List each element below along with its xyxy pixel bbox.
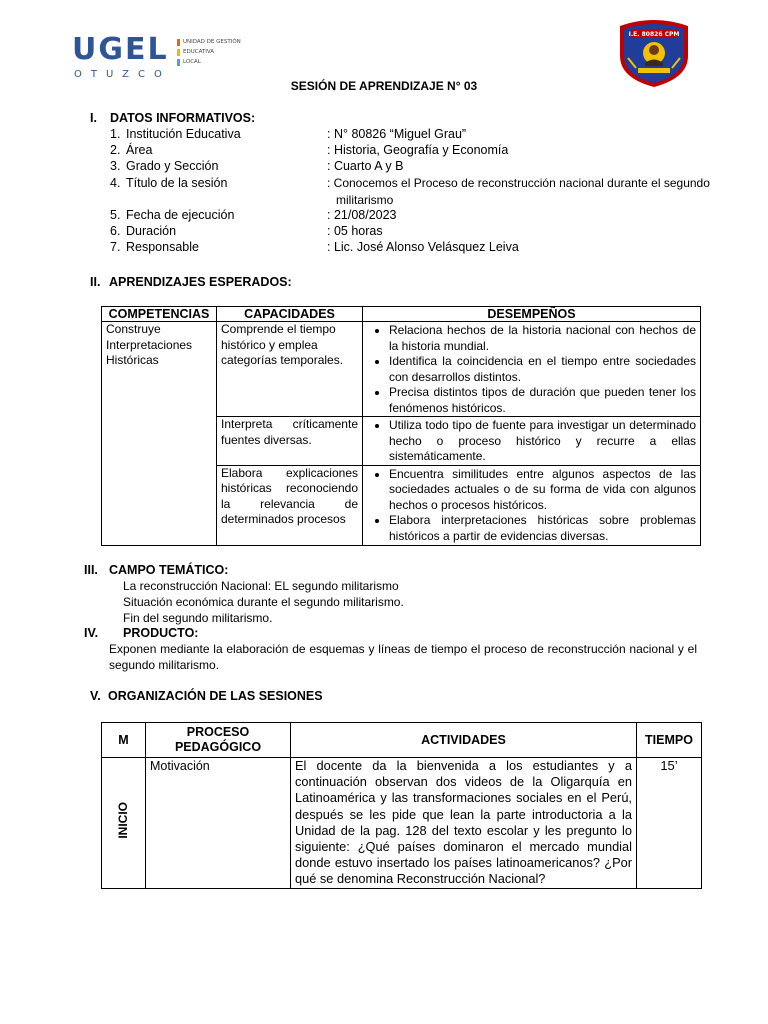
- column-header: ACTIVIDADES: [291, 723, 637, 758]
- capacidad-cell: Elabora explicaciones históricas reconociendo la relevancia de determinados procesos: [217, 465, 363, 545]
- info-row-value: : N° 80826 “Miguel Grau”: [327, 127, 467, 141]
- logo-line: UNIDAD DE GESTIÓN: [183, 39, 241, 45]
- section-4-number: IV.: [84, 626, 99, 640]
- desempenos-cell: [363, 465, 701, 545]
- section-5-heading: [90, 689, 323, 703]
- info-row-value: : Cuarto A y B: [327, 159, 404, 173]
- info-row-value: : Historia, Geografía y Economía: [327, 143, 509, 157]
- info-row-label: Institución Educativa: [126, 127, 241, 141]
- producto-text: Exponen mediante la elaboración de esquemas y líneas de tiempo el proceso de reconstrucción nacional y el segundo militarismo.: [109, 642, 697, 672]
- section-3-number: III.: [84, 563, 98, 577]
- desempenos-cell: [363, 417, 701, 466]
- section-1-heading: [90, 111, 256, 125]
- info-row-label: Grado y Sección: [126, 159, 219, 173]
- column-header: PROCESO PEDAGÓGICO: [146, 723, 291, 758]
- info-row-value: : Conocemos el Proceso de reconstrucción nacional durante el segundo: [327, 176, 710, 190]
- sessions-table: [101, 722, 702, 889]
- logo-line: LOCAL: [183, 59, 201, 65]
- info-row-number: 7.: [110, 240, 121, 254]
- list-item: • Utiliza todo tipo de fuente para investigar un determinado hecho o proceso histórico y recurre a ellas sistemáticamente.: [389, 418, 696, 465]
- info-row-number: 5.: [110, 208, 121, 222]
- section-5-title: ORGANIZACIÓN DE LAS SESIONES: [108, 689, 323, 703]
- learning-table: [101, 306, 701, 546]
- info-row-number: 1.: [110, 127, 121, 141]
- info-row-value: : Lic. José Alonso Velásquez Leiva: [327, 240, 519, 254]
- logo-line: EDUCATIVA: [183, 49, 215, 55]
- info-row-label: Área: [126, 143, 153, 157]
- logo-bars: [177, 37, 241, 67]
- campo-item: Fin del segundo militarismo.: [123, 611, 273, 625]
- competencia-cell: Construye Interpretaciones Históricas: [102, 322, 217, 546]
- list-item: • Relaciona hechos de la historia nacional con hechos de la historia mundial.: [389, 323, 696, 354]
- table-row: [102, 322, 701, 417]
- section-3-title: CAMPO TEMÁTICO:: [109, 563, 229, 577]
- desempenos-cell: [363, 322, 701, 417]
- section-4-title: PRODUCTO:: [123, 626, 199, 640]
- section-2-heading: [90, 275, 292, 289]
- list-item: • Encuentra similitudes entre algunos aspectos de las sociedades actuales o de su forma de vida con algunos hechos o procesos históricos.: [389, 467, 696, 514]
- ugel-logo: [72, 34, 242, 84]
- logo-subtitle: OTUZCO: [74, 69, 171, 80]
- column-header: CAPACIDADES: [217, 307, 363, 322]
- page-title: SESIÓN DE APRENDIZAJE N° 03: [290, 79, 478, 93]
- logo-text: UGEL: [72, 32, 169, 67]
- momento-cell: [102, 758, 146, 889]
- capacidad-cell: Interpreta críticamente fuentes diversas.: [217, 417, 363, 466]
- proceso-cell: Motivación: [146, 758, 291, 889]
- column-header: COMPETENCIAS: [102, 307, 217, 322]
- info-row-value-continued: militarismo: [336, 193, 394, 207]
- info-row-label: Fecha de ejecución: [126, 208, 235, 222]
- section-1-number: I.: [90, 111, 97, 125]
- info-row-value: : 21/08/2023: [327, 208, 397, 222]
- table-header-row: [102, 723, 702, 758]
- info-row-number: 6.: [110, 224, 121, 238]
- school-crest-icon: [614, 18, 694, 88]
- campo-item: La reconstrucción Nacional: EL segundo militarismo: [123, 579, 399, 593]
- info-row-value: : 05 horas: [327, 224, 383, 238]
- momento-label: INICIO: [116, 802, 131, 840]
- info-row-label: Responsable: [126, 240, 199, 254]
- info-row-number: 2.: [110, 143, 121, 157]
- section-4-heading: [84, 626, 199, 640]
- tiempo-cell: 15’: [637, 758, 702, 889]
- column-header: TIEMPO: [637, 723, 702, 758]
- section-2-number: II.: [90, 275, 101, 289]
- section-5-number: V.: [90, 689, 101, 703]
- capacidad-cell: Comprende el tiempo histórico y emplea categorías temporales.: [217, 322, 363, 417]
- crest-text: I.E. 80826 CPM: [628, 31, 680, 38]
- info-row-number: 3.: [110, 159, 121, 173]
- section-3-heading: [84, 563, 229, 577]
- info-row-label: Duración: [126, 224, 177, 238]
- list-item: • Precisa distintos tipos de duración que pueden tener los fenómenos históricos.: [389, 385, 696, 416]
- section-2-title: APRENDIZAJES ESPERADOS:: [109, 275, 292, 289]
- column-header: M: [102, 723, 146, 758]
- info-row-label: Título de la sesión: [126, 176, 228, 190]
- list-item: • Elabora interpretaciones históricas sobre problemas históricos a partir de evidencias diversas.: [389, 513, 696, 544]
- actividad-cell: El docente da la bienvenida a los estudiantes y a continuación observan dos videos de la Oligarquía en Latinoamérica y las transformaciones sociales en el Perú, después se les pide que lean la parte introductoria a la Unidad de la pag. 128 del texto escolar y les pregunto lo siguiente: ¿Qué países dominaron el mercado mundial donde estuvo insertado los países latinoamericanos? ¿Por qué se denomina Reconstrucción Nacional?: [291, 758, 637, 889]
- table-row: [102, 758, 702, 889]
- section-1-title: DATOS INFORMATIVOS:: [110, 111, 256, 125]
- column-header: DESEMPEÑOS: [363, 307, 701, 322]
- table-header-row: [102, 307, 701, 322]
- campo-item: Situación económica durante el segundo militarismo.: [123, 595, 404, 609]
- info-row-number: 4.: [110, 176, 121, 190]
- list-item: • Identifica la coincidencia en el tiempo entre sociedades con desarrollos distintos.: [389, 354, 696, 385]
